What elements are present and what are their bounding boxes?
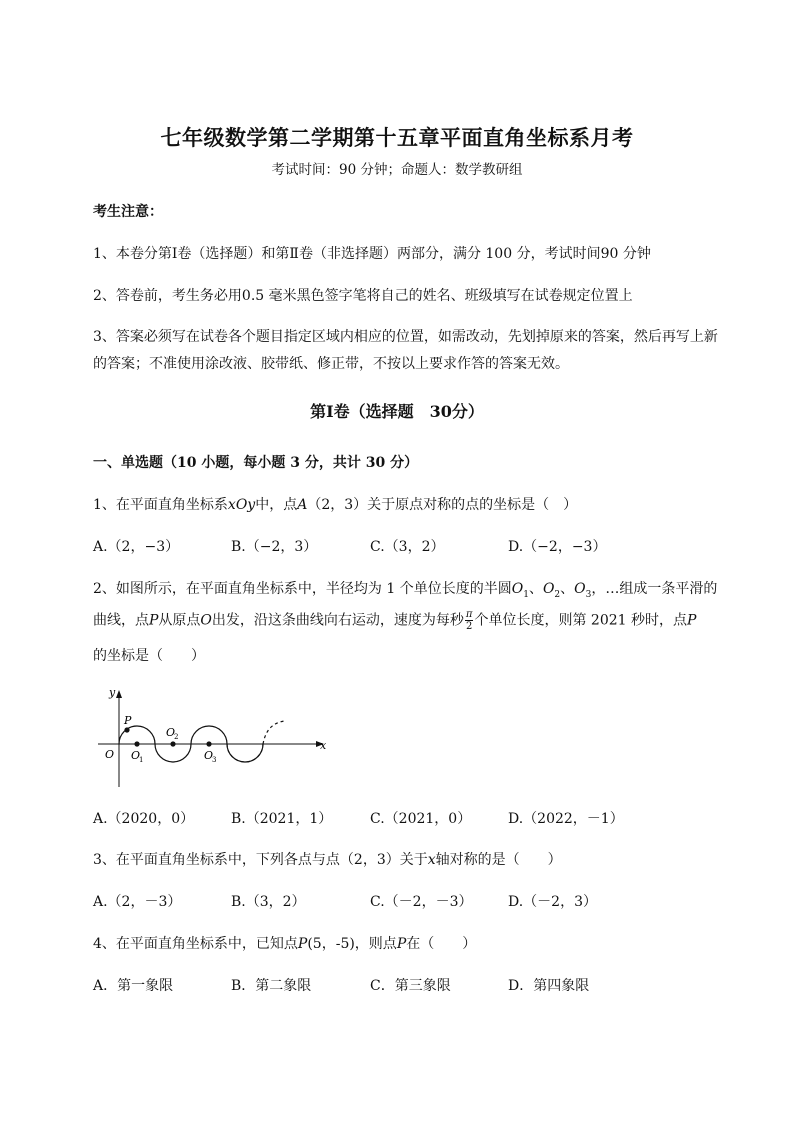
point-p-dot bbox=[124, 727, 129, 732]
point-o1-dot bbox=[134, 741, 139, 746]
q2-text-b: ，…组成一条平滑的 bbox=[591, 581, 718, 597]
q2-option-c: C.（2021，0） bbox=[370, 811, 472, 827]
q1-option-d: D.（−2，−3） bbox=[508, 539, 607, 555]
q4-text-b: (5，-5)，则点 bbox=[307, 936, 397, 952]
x-axis-label: x bbox=[320, 739, 327, 752]
y-axis-label: y bbox=[109, 686, 116, 699]
point-o2-label: O bbox=[166, 726, 176, 739]
origin-label: O bbox=[105, 748, 115, 761]
q2-sep1: 、 bbox=[528, 581, 543, 597]
point-o3-label: O bbox=[204, 749, 214, 762]
q2-o2: O bbox=[542, 581, 555, 597]
q2-o3: O bbox=[574, 581, 586, 597]
q2-option-a: A.（2020，0） bbox=[93, 811, 195, 827]
point-o2-sub: 2 bbox=[174, 733, 179, 741]
fraction-numerator: π bbox=[465, 609, 473, 620]
q2-line2-b: 从原点 bbox=[158, 612, 201, 629]
q2-line2-p: P bbox=[149, 612, 159, 629]
point-o3-sub: 3 bbox=[212, 756, 217, 764]
q2-line2-p2: P bbox=[687, 612, 697, 629]
question-2-line-3: 的坐标是（ ） bbox=[93, 648, 205, 664]
q1-option-c: C.（3，2） bbox=[370, 539, 445, 555]
q4-option-a: A．第一象限 bbox=[93, 978, 174, 994]
q1-option-b: B.（−2，3） bbox=[231, 539, 318, 555]
notes-heading: 考生注意： bbox=[93, 204, 163, 220]
note-item-3: 3、答案必须写在试卷各个题目指定区域内相应的位置，如需改动，先划掉原来的答案，然后再写上新 bbox=[93, 329, 718, 345]
point-p-label: P bbox=[124, 714, 132, 727]
q3-var: x bbox=[427, 852, 436, 868]
dashed-semicircle-1 bbox=[227, 744, 263, 762]
q2-option-d: D.（2022，－1） bbox=[508, 811, 624, 827]
q1-text-c: （2，3）关于原点对称的点的坐标是（ ） bbox=[307, 497, 578, 513]
question-2-line-1 bbox=[93, 578, 717, 600]
q2-line2-c: 出发，沿这条曲线向右运动，速度为每秒 bbox=[211, 612, 464, 629]
q3-option-b: B.（3，2） bbox=[231, 894, 306, 910]
q1-text-a: 1、在平面直角坐标系 bbox=[93, 497, 228, 513]
exam-info: 考试时间：90 分钟；命题人：数学教研组 bbox=[271, 162, 523, 178]
q4-option-d: D．第四象限 bbox=[508, 978, 590, 994]
q3-option-a: A.（2，－3） bbox=[93, 894, 182, 910]
question-4-stem bbox=[93, 933, 476, 953]
question-3-stem bbox=[93, 849, 562, 869]
semicircle-curve-figure bbox=[88, 683, 338, 793]
q2-o2-sub: 2 bbox=[554, 589, 561, 600]
part-heading: 一、单选题（10 小题，每小题 3 分，共计 30 分） bbox=[93, 455, 419, 471]
fraction-denominator: 2 bbox=[466, 621, 473, 632]
point-o3-dot bbox=[206, 741, 211, 746]
y-axis-arrow bbox=[116, 690, 122, 698]
q2-line2-d: 个单位长度，则第 2021 秒时，点 bbox=[474, 612, 688, 629]
section-title: 第Ⅰ卷（选择题 30分） bbox=[310, 402, 484, 421]
q4-option-b: B．第二象限 bbox=[231, 978, 312, 994]
pi-over-two-fraction bbox=[465, 609, 474, 632]
q2-line2-o: O bbox=[200, 612, 212, 629]
q3-text-b: 轴对称的是（ ） bbox=[435, 852, 562, 868]
q4-point-2: P bbox=[396, 936, 407, 952]
q2-o3-sub: 3 bbox=[585, 589, 592, 600]
q1-point: A bbox=[297, 497, 308, 513]
q2-sep2: 、 bbox=[560, 581, 575, 597]
point-o2-dot bbox=[170, 741, 175, 746]
q2-text-a: 2、如图所示，在平面直角坐标系中，半径均为 1 个单位长度的半圆 bbox=[93, 581, 512, 597]
q1-var: xOy bbox=[227, 497, 256, 513]
q2-option-b: B.（2021，1） bbox=[231, 811, 333, 827]
q2-line2-a: 曲线，点 bbox=[93, 612, 149, 629]
point-o1-sub: 1 bbox=[139, 756, 144, 764]
q1-text-b: 中，点 bbox=[255, 497, 298, 513]
q3-option-c: C.（－2，－3） bbox=[370, 894, 473, 910]
question-1-stem bbox=[93, 494, 577, 514]
point-o1-label: O bbox=[131, 749, 141, 762]
note-item-3-cont: 的答案；不准使用涂改液、胶带纸、修正带，不按以上要求作答的答案无效。 bbox=[93, 356, 569, 372]
q3-option-d: D.（－2，3） bbox=[508, 894, 597, 910]
q3-text-a: 3、在平面直角坐标系中，下列各点与点（2，3）关于 bbox=[93, 852, 428, 868]
question-2-line-2 bbox=[93, 609, 696, 632]
q4-point: P bbox=[297, 936, 308, 952]
page-title: 七年级数学第二学期第十五章平面直角坐标系月考 bbox=[160, 125, 634, 150]
note-item-2: 2、答卷前，考生务必用0.5 毫米黑色签字笔将自己的姓名、班级填写在试卷规定位置上 bbox=[93, 288, 633, 304]
q4-text-c: 在（ ） bbox=[406, 936, 477, 952]
q4-option-c: C．第三象限 bbox=[370, 978, 451, 994]
q1-option-a: A.（2，−3） bbox=[93, 539, 180, 555]
q2-o1-sub: 1 bbox=[523, 589, 529, 600]
note-item-1: 1、本卷分第Ⅰ卷（选择题）和第Ⅱ卷（非选择题）两部分，满分 100 分，考试时间90 分钟 bbox=[93, 246, 651, 262]
q4-text-a: 4、在平面直角坐标系中，已知点 bbox=[93, 936, 298, 952]
q2-o1: O bbox=[511, 581, 524, 597]
